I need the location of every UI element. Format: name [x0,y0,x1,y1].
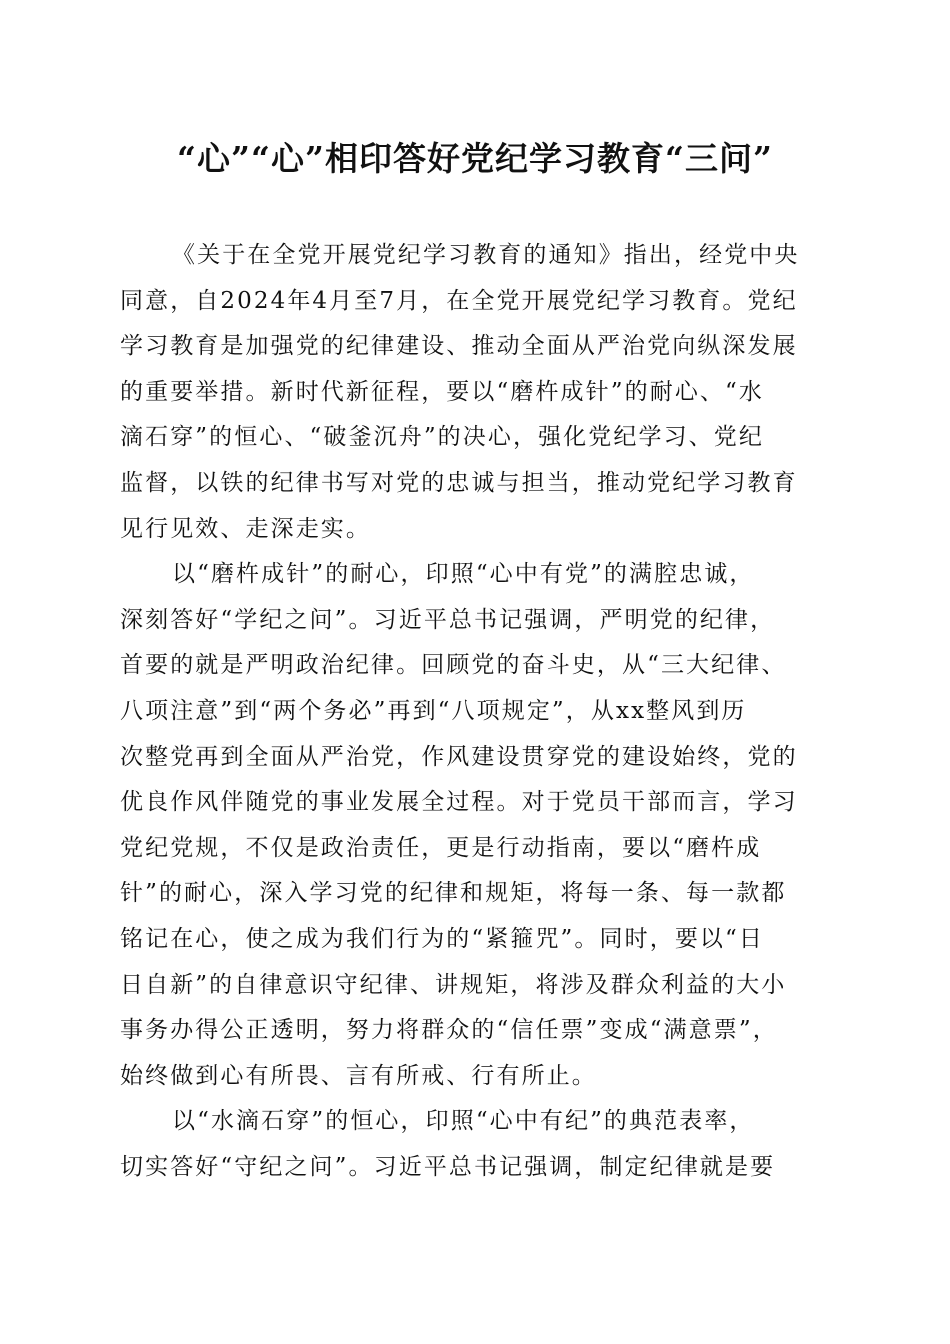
text-line: 事务办得公正透明，努力将群众的“信任票”变成“满意票”， [120,1017,778,1044]
text-line: 八项注意”到“两个务必”再到“八项规定”，从xx整风到历 [120,697,747,724]
text-line: 始终做到心有所畏、言有所戒、行有所止。 [120,1062,597,1089]
text-line: 学习教育是加强党的纪律建设、推动全面从严治党向纵深发展 [120,333,798,360]
text-line: 切实答好“守纪之问”。习近平总书记强调，制定纪律就是要 [120,1153,776,1180]
text-line: 监督，以铁的纪律书写对党的忠诚与担当，推动党纪学习教育 [120,469,798,496]
text-line: 以“水滴石穿”的恒心，印照“心中有纪”的典范表率， [172,1108,755,1135]
paragraph-3 [120,1099,830,1190]
text-line: 《关于在全党开展党纪学习教育的通知》指出，经党中央 [172,242,800,268]
text-line: 见行见效、走深走实。 [120,515,371,542]
document-title: “心”“心”相印答好党纪学习教育“三问” [177,139,773,178]
text-line: 针”的耐心，深入学习党的纪律和规矩，将每一条、每一款都 [120,880,787,907]
paragraph-1 [120,233,830,552]
text-line: 滴石穿”的恒心、“破釜沉舟”的决心，强化党纪学习、党纪 [120,424,764,451]
text-line: 优良作风伴随党的事业发展全过程。对于党员干部而言，学习 [120,789,798,816]
text-line: 日自新”的自律意识守纪律、讲规矩，将涉及群众利益的大小 [120,971,787,998]
text-line: 首要的就是严明政治纪律。回顾党的奋斗史，从“三大纪律、 [120,652,787,679]
text-line: 次整党再到全面从严治党，作风建设贯穿党的建设始终，党的 [120,743,798,770]
document-body [120,233,830,1190]
text-line: 党纪党规，不仅是政治责任，更是行动指南，要以“磨杵成 [120,834,762,861]
text-line: 深刻答好“学纪之问”。习近平总书记强调，严明党的纪律， [120,606,776,633]
text-line: 以“磨杵成针”的耐心，印照“心中有党”的满腔忠诚， [172,561,755,588]
text-line: 铭记在心，使之成为我们行为的“紧箍咒”。同时，要以“日 [120,925,764,952]
text-line: 的重要举措。新时代新征程，要以“磨杵成针”的耐心、“水 [120,378,764,405]
paragraph-2 [120,552,830,1099]
text-line: 同意，自2024年4月至7月，在全党开展党纪学习教育。党纪 [120,287,798,314]
